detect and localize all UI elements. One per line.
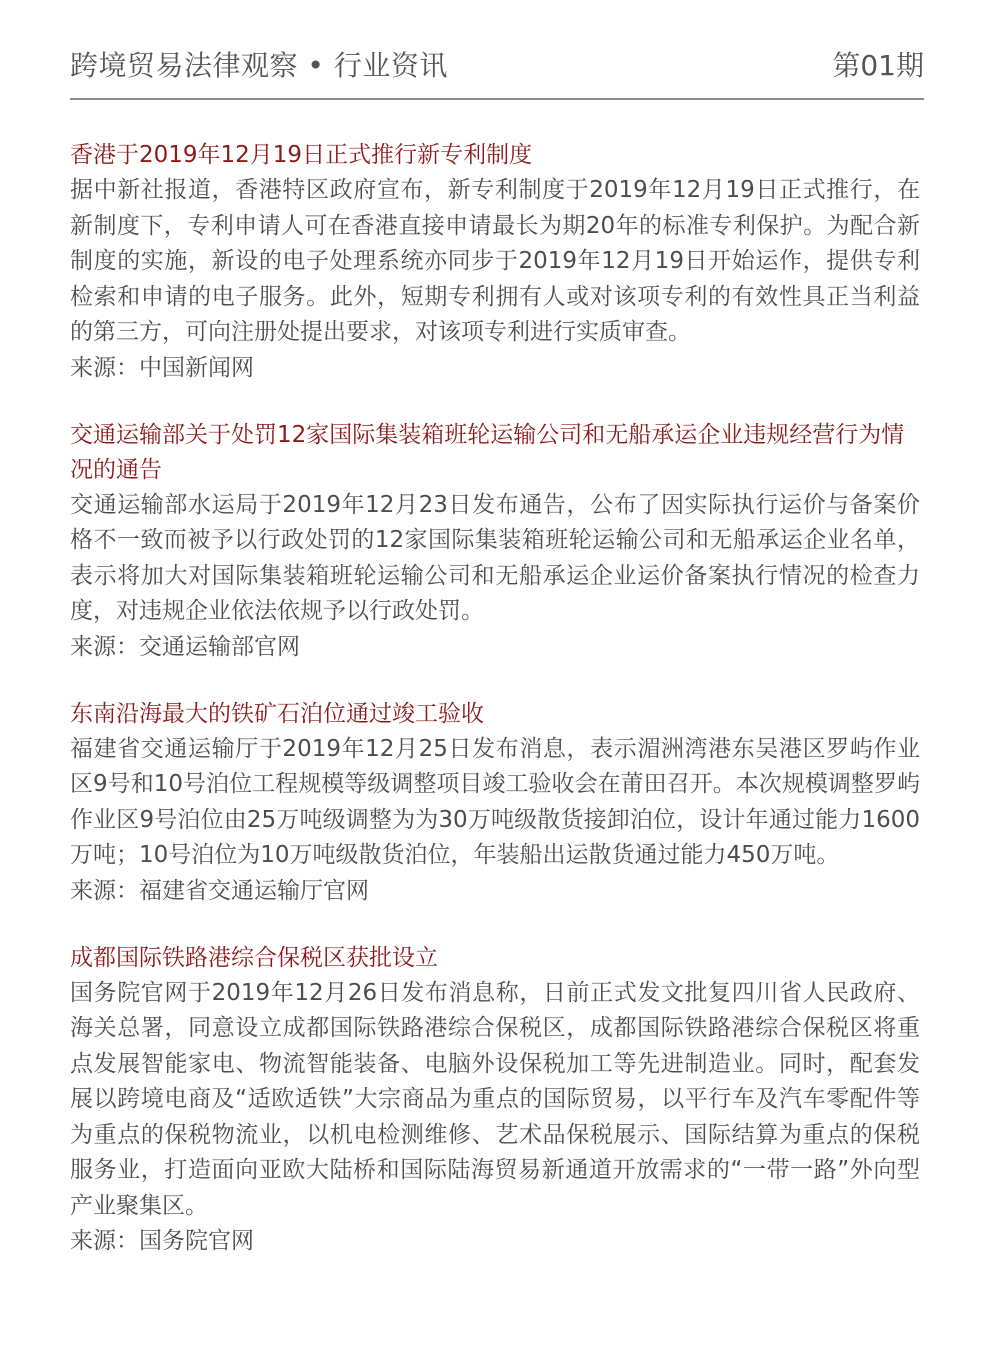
article-source: 来源：中国新闻网 (70, 354, 254, 381)
article-chengdu-bonded-zone (70, 941, 920, 1260)
article-body: 据中新社报道，香港特区政府宣布，新专利制度于2019年12月19日正式推行，在新制度下，专利申请人可在香港直接申请最长为期20年的标准专利保护。为配合新制度的实施，新设的电子处理系统亦同步于2019年12月19日开始运作，提供专利检索和申请的电子服务。此外，短期专利拥有人或对该项专利的有效性具正当利益的第三方，可向注册处提出要求，对该项专利进行实质审查。 (70, 177, 920, 345)
article-shipping-penalty (70, 418, 920, 665)
article-body: 福建省交通运输厅于2019年12月25日发布消息，表示湄洲湾港东吴港区罗屿作业区9号和10号泊位工程规模等级调整项目竣工验收会在莆田召开。本次规模调整罗屿作业区9号泊位由25万吨级调整为为30万吨级散货接卸泊位，设计年通过能力1600万吨；10号泊位为10万吨级散货泊位，年装船出运散货通过能力450万吨。 (70, 735, 920, 868)
article-list (70, 138, 920, 1291)
article-source: 来源：国务院官网 (70, 1228, 254, 1254)
newsletter-title: 跨境贸易法律观察 • 行业资讯 (70, 49, 448, 82)
article-title: 交通运输部关于处罚12家国际集装箱班轮运输公司和无船承运企业违规经营行为情况的通告 (70, 421, 905, 483)
article-title: 东南沿海最大的铁矿石泊位通过竣工验收 (70, 700, 484, 727)
article-source: 来源：福建省交通运输厅官网 (70, 877, 369, 904)
issue-number: 第01期 (832, 49, 924, 82)
article-title: 成都国际铁路港综合保税区获批设立 (70, 944, 438, 971)
page-header (70, 46, 924, 100)
article-hk-patent (70, 138, 920, 386)
article-body: 国务院官网于2019年12月26日发布消息称，日前正式发文批复四川省人民政府、海关总署，同意设立成都国际铁路港综合保税区，成都国际铁路港综合保税区将重点发展智能家电、物流智能装备、电脑外设保税加工等先进制造业。同时，配套发展以跨境电商及“适欧适铁”大宗商品为重点的国际贸易，以平行车及汽车零配件等为重点的保税物流业，以机电检测维修、艺术品保税展示、国际结算为重点的保税服务业，打造面向亚欧大陆桥和国际陆海贸易新通道开放需求的“一带一路”外向型产业聚集区。 (70, 979, 920, 1219)
article-title: 香港于2019年12月19日正式推行新专利制度 (70, 142, 533, 168)
article-iron-ore-berth (70, 697, 920, 909)
article-source: 来源：交通运输部官网 (70, 633, 300, 660)
article-body: 交通运输部水运局于2019年12月23日发布通告，公布了因实际执行运价与备案价格不一致而被予以行政处罚的12家国际集装箱班轮运输公司和无船承运企业名单，表示将加大对国际集装箱班轮运输公司和无船承运企业运价备案执行情况的检查力度，对违规企业依法依规予以行政处罚。 (70, 491, 920, 624)
